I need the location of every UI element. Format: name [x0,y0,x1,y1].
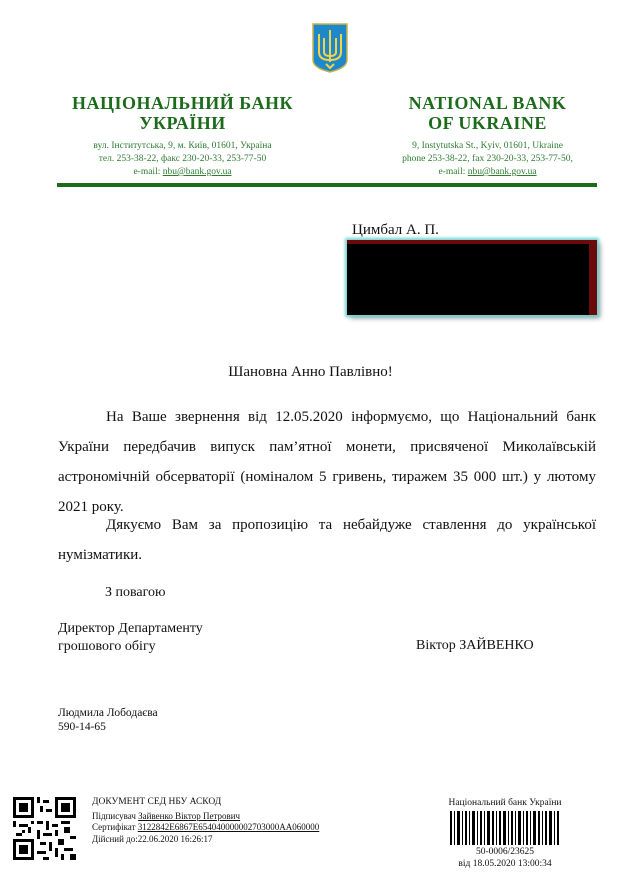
executor-phone: 590-14-65 [58,721,106,733]
email-link-ua[interactable]: nbu@bank.gov.ua [162,167,232,177]
closing: З повагою [105,585,166,600]
registration-date: від 18.05.2020 13:00:34 [458,859,552,869]
address-ua: вул. Інститутська, 9, м. Київ, 01601, Україна [93,141,272,151]
signer-name: Віктор ЗАЙВЕНКО [416,638,534,653]
email-label-en: e-mail: [438,167,468,177]
signer-label: Підписувач [92,810,139,821]
body-paragraph-1 [58,402,596,522]
valid-until-label: Дійсний до: [92,833,138,844]
signer-link[interactable]: Зайвенко Віктор Петрович [138,810,241,821]
redacted-address-block [347,240,597,315]
recipient-name: Цимбал А. П. [352,222,439,238]
bank-name-ua-line2: УКРАЇНИ [139,113,226,133]
paragraph-1-text: На Ваше звернення від 12.05.2020 інформуємо, що Національний банк України передбачив випуск пам’ятної монети, присвяченої Миколаївській астрономічній обсерваторії (номіналом 5 гривень, тиражем 35 000 шт.) у лютому 2021 року. [58,409,596,515]
signer-title [58,620,203,656]
e-signature-block [92,797,319,845]
salutation: Шановна Анно Павлівно! [228,364,393,380]
certificate-label: Сертифікат [92,822,138,832]
bank-name-ua-line1: НАЦІОНАЛЬНИЙ БАНК [71,93,294,113]
address-en: 9, Instytutska St., Kyiv, 01601, Ukraine [412,141,563,151]
email-link-en[interactable]: nbu@bank.gov.ua [467,167,537,177]
bank-name-en-line2: OF UKRAINE [428,113,547,133]
bank-name-en-line1: NATIONAL BANK [408,93,567,113]
signer-title-line1: Директор Департаменту [58,621,203,636]
paragraph-2-text: Дякуємо Вам за пропозицію та небайдуже ставлення до української нумізматики. [58,517,596,563]
barcode-icon [450,811,560,845]
registration-number: 50-0006/23625 [475,847,535,857]
header-ukrainian [40,93,325,179]
valid-until-value: 22.06.2020 16:26:17 [137,833,213,844]
email-label-ua: e-mail: [133,167,163,177]
body-paragraph-2 [58,510,596,570]
phones-ua: тел. 253-38-22, факс 230-20-33, 253-77-50 [98,154,267,164]
executor-name: Людмила Лободаєва [58,707,158,719]
registration-stamp [430,797,580,870]
qr-code-icon [13,797,76,860]
sed-system-title: ДОКУМЕНТ СЕД НБУ АСКОД [92,797,222,807]
signer-title-line2: грошового обігу [58,639,156,654]
executor [58,706,158,734]
certificate-link[interactable]: 3122842E6867E654040000002703000AA060000 [137,822,320,832]
header-divider [57,183,597,187]
coat-of-arms-icon [311,22,349,74]
header-english [345,93,621,179]
registration-org: Національний банк України [448,798,562,808]
phones-en: phone 253-38-22, fax 230-20-33, 253-77-50, [402,154,573,164]
